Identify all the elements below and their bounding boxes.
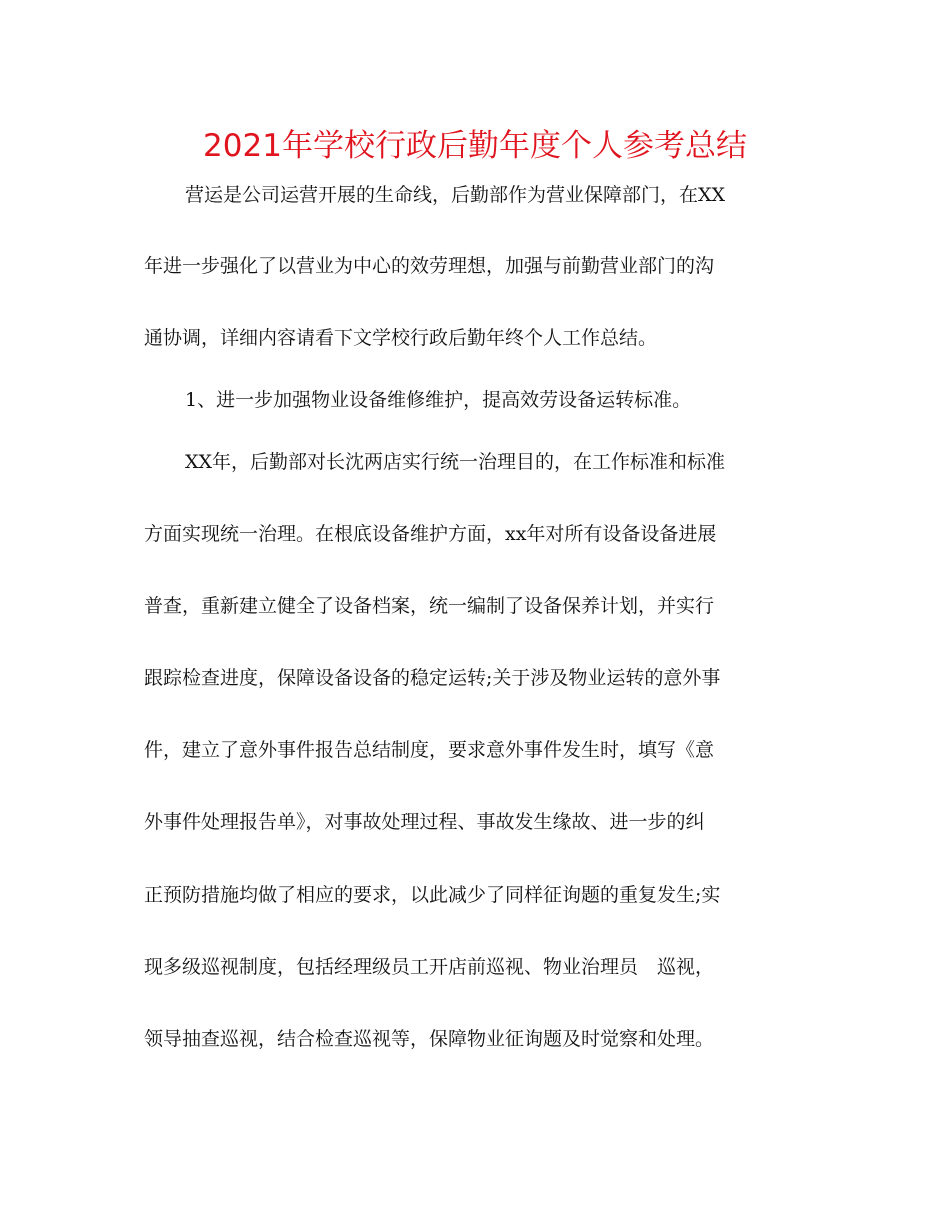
paragraph-line-2: 年进一步强化了以营业为中心的效劳理想，加强与前勤营业部门的沟 [144, 255, 715, 277]
paragraph-line-6: 方面实现统一治理。在根底设备维护方面，xx年对所有设备设备进展 [144, 523, 717, 545]
paragraph-line-3: 通协调，详细内容请看下文学校行政后勤年终个人工作总结。 [144, 327, 658, 349]
document-title: 2021年学校行政后勤年度个人参考总结 [203, 128, 747, 164]
paragraph-line-13: 领导抽查巡视，结合检查巡视等，保障物业征询题及时觉察和处理。 [144, 1028, 715, 1050]
paragraph-line-7: 普查，重新建立健全了设备档案，统一编制了设备保养计划，并实行 [144, 595, 715, 617]
paragraph-line-1: 营运是公司运营开展的生命线，后勤部作为营业保障部门，在XX [185, 184, 726, 206]
section-heading-1: 1、进一步加强物业设备维修维护，提高效劳设备运转标准。 [185, 389, 692, 411]
paragraph-line-12: 现多级巡视制度，包括经理级员工开店前巡视、物业治理员 巡视， [144, 956, 715, 978]
paragraph-line-10: 外事件处理报告单》，对事故处理过程、事故发生缘故、进一步的纠 [144, 811, 705, 833]
paragraph-line-8: 跟踪检查进度，保障设备设备的稳定运转;关于涉及物业运转的意外事 [144, 667, 721, 689]
paragraph-line-5: XX年，后勤部对长沈两店实行统一治理目的，在工作标准和标准 [185, 451, 726, 473]
paragraph-line-11: 正预防措施均做了相应的要求，以此减少了同样征询题的重复发生;实 [144, 884, 721, 906]
paragraph-line-9: 件，建立了意外事件报告总结制度，要求意外事件发生时，填写《意 [144, 739, 715, 761]
